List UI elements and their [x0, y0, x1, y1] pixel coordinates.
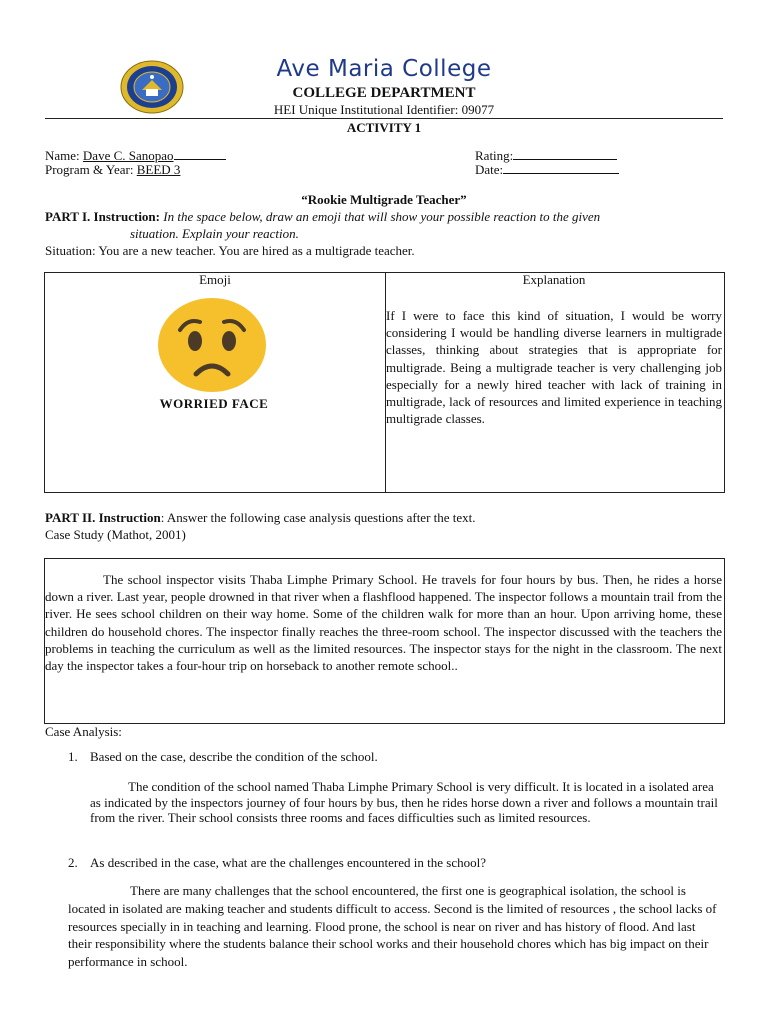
part2-instruction-text: : Answer the following case analysis questions after the text.: [160, 510, 476, 525]
emoji-column-header: Emoji: [199, 272, 231, 287]
name-blank-line: [174, 149, 226, 160]
explanation-column-header: Explanation: [522, 272, 586, 287]
question-2-number: 2.: [68, 855, 78, 870]
program-label: Program & Year:: [45, 162, 137, 177]
date-field: [475, 162, 619, 178]
activity-subtitle: “Rookie Multigrade Teacher”: [301, 192, 467, 207]
program-value: BEED 3: [136, 162, 181, 177]
emoji-label: WORRIED FACE: [159, 396, 269, 411]
part1-instruction: [45, 209, 600, 225]
name-value: Dave C. Sanopao: [82, 148, 174, 163]
case-analysis-label: Case Analysis:: [45, 724, 122, 739]
question-1-text: Based on the case, describe the condition of the school.: [90, 749, 378, 764]
date-label: Date:: [475, 162, 504, 177]
answer-2-text: There are many challenges that the school encountered, the first one is geographical isolation, the school is located in isolated are making teacher and students difficult to access. Second is the limited of resources , the school lacks of resources specially in in teaching and learning. Flood prone, the school is near on river and has history of flood. And last their responsibility where the students balance their school works and their household chores which has big impact on their performance in school.: [68, 883, 717, 970]
case-study-reference: Case Study (Mathot, 2001): [45, 527, 186, 542]
rating-label: Rating:: [475, 148, 514, 163]
program-field: [45, 162, 180, 178]
college-name: Ave Maria College: [276, 56, 492, 82]
header-rule: [45, 118, 723, 119]
answer-1-text: The condition of the school named Thaba Limphe Primary School is very difficult. It is located in a isolated area as indicated by the inspectors journey of four hours by bus, then he rides horse down a river and follows a mountain trail from the river. Their school consists three rooms and faces difficulties such as limited resources.: [90, 779, 718, 826]
date-blank-line: [503, 163, 619, 174]
case-study-text: The school inspector visits Thaba Limphe Primary School. He travels for four hours by bus. Then, he rides a horse down a river. Last year, people drowned in that river when a flashflood happened. The inspector follows a mountain trail from the river. He sees school children on their way home. Some of the children walk for more than an hour. Upon arriving home, these children do household chores. The inspector finally reaches the three-room school. The inspector discussed with the teachers the problems in teaching the curriculum as well as the limited resources. The inspector stays for the night in the classroom. The next day the inspector takes a four-hour trip on horseback to another remote school..: [45, 572, 722, 674]
activity-title: ACTIVITY 1: [346, 120, 422, 135]
part2-instruction: [45, 510, 476, 526]
part1-instruction-line1: In the space below, draw an emoji that will show your possible reaction to the given: [163, 209, 601, 224]
rating-blank-line: [513, 149, 617, 160]
part2-label: PART II. Instruction: [45, 510, 161, 525]
part1-instruction-line2: situation. Explain your reaction.: [130, 226, 299, 241]
name-label: Name:: [45, 148, 83, 163]
question-2-text: As described in the case, what are the challenges encountered in the school?: [90, 855, 486, 870]
worried-face-icon: [158, 298, 266, 392]
explanation-text: If I were to face this kind of situation, I would be worry considering I would be handling diverse learners in multigrade classes, thinking about strategies that is appropriate for multigrade. Being a multigrade teacher is very challenging job especially for a newly hired teacher with lack of training in multigrade, lack of resources and limited experience in teaching multigrade classes.: [386, 308, 722, 427]
part1-label: PART I. Instruction:: [45, 209, 160, 224]
hei-identifier: HEI Unique Institutional Identifier: 09077: [273, 102, 495, 117]
question-1-number: 1.: [68, 749, 78, 764]
situation-text: Situation: You are a new teacher. You are hired as a multigrade teacher.: [45, 243, 415, 258]
department-title: COLLEGE DEPARTMENT: [292, 85, 476, 101]
